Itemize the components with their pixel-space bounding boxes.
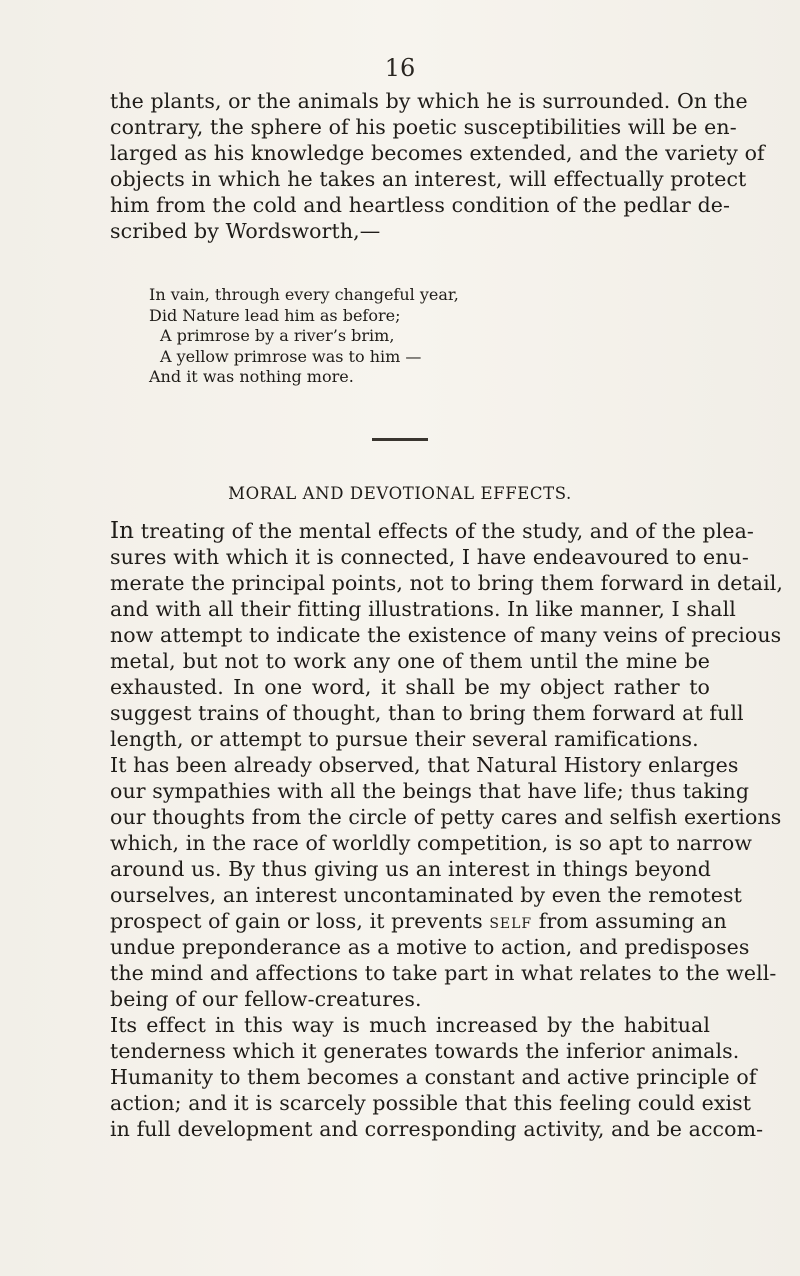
text-line: larged as his knowledge becomes extended, and the variety of [110,141,765,165]
text-line: now attempt to indicate the existence of many veins of precious [110,623,782,647]
text-line: ourselves, an interest uncontaminated by even the remotest [110,883,742,907]
text-line: around us. By thus giving us an interest in things beyond [110,857,712,881]
text-line: the mind and affections to take part in what relates to the well- [110,961,777,985]
text-line: objects in which he takes an interest, will effectually protect [110,167,747,191]
text-line: length, or attempt to pursue their several ramifications. [110,727,699,751]
text-line: which, in the race of worldly competition, is so apt to narrow [110,831,752,855]
body-text [110,518,784,1142]
section-divider-rule [372,438,428,441]
small-caps-word: self [489,909,533,933]
text-line: being of our fellow-creatures. [110,987,422,1011]
text-line: It has been already observed, that Natural History enlarges [110,753,739,777]
text-line: scribed by Wordsworth,— [110,219,381,243]
line-start: prospect of gain or loss, it prevents [110,909,490,933]
verse-line: A primrose by a river’s brim, [160,326,395,345]
drop-cap-word: In [110,518,135,544]
text-line: Its effect in this way is much increased by the habitual [110,1013,710,1037]
verse-line: Did Nature lead him as before; [149,305,401,325]
line-end: from assuming an [532,909,727,933]
text-line: action; and it is scarcely possible that this feeling could exist [110,1091,752,1115]
section-heading: MORAL AND DEVOTIONAL EFFECTS. [228,484,572,503]
verse-line: In vain, through every changeful year, [149,285,459,304]
paragraph-first-line [110,518,754,544]
page-number: 16 [384,54,416,82]
opening-paragraph [110,88,765,244]
text-line: our thoughts from the circle of petty cares and selfish exertions [110,805,782,829]
text-line: in full development and corresponding activity, and be accom- [110,1117,764,1141]
text-line: and with all their fitting illustrations. In like manner, I shall [110,597,736,621]
text-line: metal, but not to work any one of them until the mine be [110,649,710,673]
verse-line: A yellow primrose was to him — [160,346,422,366]
text-line: our sympathies with all the beings that have life; thus taking [110,779,750,803]
text-line: suggest trains of thought, than to bring them forward at full [110,701,744,725]
text-line: him from the cold and heartless condition of the pedlar de- [110,193,731,217]
text-line: the plants, or the animals by which he is surrounded. On the [110,89,748,113]
text-line: tenderness which it generates towards the inferior animals. [110,1039,740,1063]
first-line-rest: treating of the mental effects of the study, and of the plea- [134,519,754,543]
self-small-caps-line [110,908,727,934]
text-line: sures with which it is connected, I have endeavoured to enu- [110,545,749,569]
text-line: Humanity to them becomes a constant and active principle of [110,1065,757,1089]
text-line: undue preponderance as a motive to action, and predisposes [110,935,750,959]
text-line: merate the principal points, not to bring them forward in detail, [110,571,784,595]
verse-line: And it was nothing more. [149,367,354,386]
text-line: exhausted. In one word, it shall be my object rather to [110,675,710,699]
text-line: contrary, the sphere of his poetic susceptibilities will be en- [110,115,737,139]
wordsworth-verse-quotation [149,285,599,388]
